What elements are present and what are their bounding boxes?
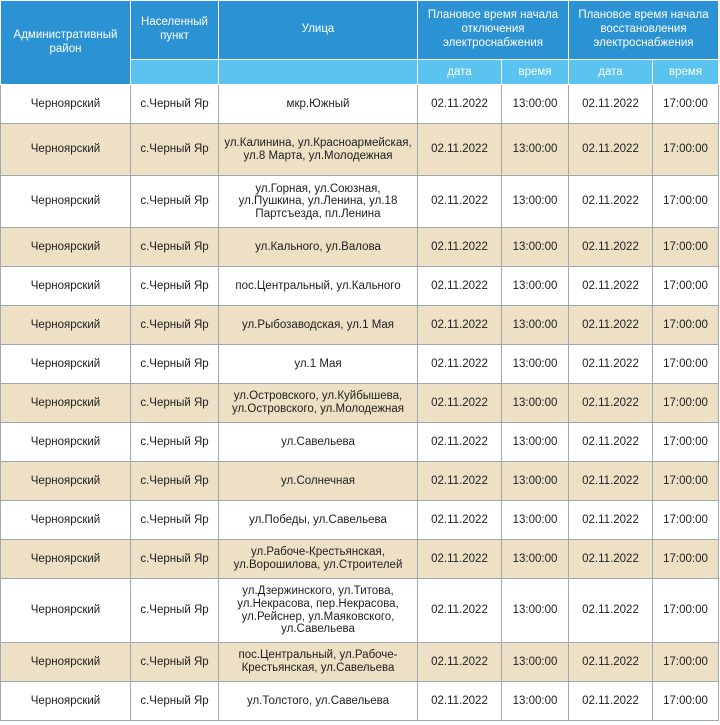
cell-start-date: 02.11.2022 xyxy=(418,267,502,306)
cell-restore-date: 02.11.2022 xyxy=(569,345,653,384)
table-row xyxy=(1,540,719,579)
subheader-start-date: дата xyxy=(418,60,502,85)
cell-street: ул.Солнечная xyxy=(219,462,418,501)
cell-start-time: 13:00:00 xyxy=(502,501,569,540)
table-row xyxy=(1,267,719,306)
cell-start-time: 13:00:00 xyxy=(502,540,569,579)
cell-restore-date: 02.11.2022 xyxy=(569,384,653,423)
table-row xyxy=(1,228,719,267)
cell-start-time: 13:00:00 xyxy=(502,579,569,643)
cell-street: ул.Горная, ул.Союзная, ул.Пушкина, ул.Ленина, ул.18 Партсъезда, пл.Ленина xyxy=(219,176,418,228)
cell-settlement: с.Черный Яр xyxy=(131,85,219,124)
cell-restore-time: 17:00:00 xyxy=(653,501,719,540)
cell-start-date: 02.11.2022 xyxy=(418,85,502,124)
cell-start-time: 13:00:00 xyxy=(502,85,569,124)
cell-restore-date: 02.11.2022 xyxy=(569,228,653,267)
cell-district: Черноярский xyxy=(1,462,131,501)
cell-restore-time: 17:00:00 xyxy=(653,682,719,721)
cell-start-time: 13:00:00 xyxy=(502,643,569,682)
cell-start-date: 02.11.2022 xyxy=(418,501,502,540)
cell-restore-time: 17:00:00 xyxy=(653,384,719,423)
cell-settlement: с.Черный Яр xyxy=(131,267,219,306)
header-outage-start: Плановое время начала отключения электроснабжения xyxy=(418,1,569,60)
subheader-start-time: время xyxy=(502,60,569,85)
cell-restore-time: 17:00:00 xyxy=(653,228,719,267)
cell-restore-time: 17:00:00 xyxy=(653,345,719,384)
cell-start-time: 13:00:00 xyxy=(502,384,569,423)
cell-restore-date: 02.11.2022 xyxy=(569,267,653,306)
cell-start-date: 02.11.2022 xyxy=(418,462,502,501)
cell-restore-date: 02.11.2022 xyxy=(569,682,653,721)
cell-district: Черноярский xyxy=(1,176,131,228)
cell-restore-date: 02.11.2022 xyxy=(569,423,653,462)
cell-start-date: 02.11.2022 xyxy=(418,228,502,267)
cell-street: ул.Островского, ул.Куйбышева, ул.Островского, ул.Молодежная xyxy=(219,384,418,423)
cell-street: ул.Кального, ул.Валова xyxy=(219,228,418,267)
cell-restore-time: 17:00:00 xyxy=(653,462,719,501)
cell-start-date: 02.11.2022 xyxy=(418,423,502,462)
cell-street: ул.Толстого, ул.Савельева xyxy=(219,682,418,721)
cell-settlement: с.Черный Яр xyxy=(131,384,219,423)
cell-settlement: с.Черный Яр xyxy=(131,643,219,682)
cell-start-time: 13:00:00 xyxy=(502,462,569,501)
cell-start-time: 13:00:00 xyxy=(502,176,569,228)
cell-settlement: с.Черный Яр xyxy=(131,540,219,579)
cell-settlement: с.Черный Яр xyxy=(131,124,219,176)
table-row xyxy=(1,345,719,384)
cell-start-time: 13:00:00 xyxy=(502,345,569,384)
cell-start-time: 13:00:00 xyxy=(502,306,569,345)
cell-settlement: с.Черный Яр xyxy=(131,462,219,501)
cell-settlement: с.Черный Яр xyxy=(131,345,219,384)
header-row xyxy=(1,1,719,60)
cell-start-date: 02.11.2022 xyxy=(418,643,502,682)
cell-settlement: с.Черный Яр xyxy=(131,423,219,462)
cell-settlement: с.Черный Яр xyxy=(131,306,219,345)
cell-restore-time: 17:00:00 xyxy=(653,306,719,345)
table-row xyxy=(1,501,719,540)
cell-restore-time: 17:00:00 xyxy=(653,643,719,682)
cell-settlement: с.Черный Яр xyxy=(131,501,219,540)
subheader-restore-time: время xyxy=(653,60,719,85)
cell-street: мкр.Южный xyxy=(219,85,418,124)
table-row xyxy=(1,643,719,682)
cell-street: ул.Дзержинского, ул.Титова, ул.Некрасова, пер.Некрасова, ул.Рейснер, ул.Маяковского, ул.Савельева xyxy=(219,579,418,643)
cell-restore-date: 02.11.2022 xyxy=(569,579,653,643)
header-settlement: Населенный пункт xyxy=(131,1,219,60)
cell-restore-date: 02.11.2022 xyxy=(569,643,653,682)
cell-start-date: 02.11.2022 xyxy=(418,579,502,643)
table-body xyxy=(1,85,719,721)
cell-street: ул.Рыбозаводская, ул.1 Мая xyxy=(219,306,418,345)
cell-restore-time: 17:00:00 xyxy=(653,85,719,124)
cell-district: Черноярский xyxy=(1,579,131,643)
cell-start-date: 02.11.2022 xyxy=(418,306,502,345)
table-row xyxy=(1,176,719,228)
cell-restore-date: 02.11.2022 xyxy=(569,176,653,228)
cell-restore-date: 02.11.2022 xyxy=(569,540,653,579)
cell-restore-date: 02.11.2022 xyxy=(569,124,653,176)
cell-street: ул.Савельева xyxy=(219,423,418,462)
cell-district: Черноярский xyxy=(1,85,131,124)
table-row xyxy=(1,423,719,462)
cell-restore-date: 02.11.2022 xyxy=(569,85,653,124)
cell-district: Черноярский xyxy=(1,306,131,345)
cell-start-time: 13:00:00 xyxy=(502,228,569,267)
table-row xyxy=(1,462,719,501)
table-row xyxy=(1,384,719,423)
cell-district: Черноярский xyxy=(1,345,131,384)
cell-district: Черноярский xyxy=(1,682,131,721)
cell-street: ул.Рабоче-Крестьянская, ул.Ворошилова, ул.Строителей xyxy=(219,540,418,579)
cell-start-time: 13:00:00 xyxy=(502,682,569,721)
cell-start-date: 02.11.2022 xyxy=(418,682,502,721)
table-row xyxy=(1,579,719,643)
cell-start-date: 02.11.2022 xyxy=(418,384,502,423)
cell-street: пос.Центральный, ул.Рабоче-Крестьянская, ул.Савельева xyxy=(219,643,418,682)
cell-district: Черноярский xyxy=(1,643,131,682)
cell-start-time: 13:00:00 xyxy=(502,423,569,462)
cell-start-date: 02.11.2022 xyxy=(418,124,502,176)
cell-start-date: 02.11.2022 xyxy=(418,345,502,384)
table-row xyxy=(1,682,719,721)
cell-district: Черноярский xyxy=(1,267,131,306)
cell-district: Черноярский xyxy=(1,423,131,462)
cell-start-date: 02.11.2022 xyxy=(418,176,502,228)
header-district: Административный район xyxy=(1,1,131,85)
cell-street: пос.Центральный, ул.Кального xyxy=(219,267,418,306)
cell-district: Черноярский xyxy=(1,124,131,176)
subheader-restore-date: дата xyxy=(569,60,653,85)
cell-district: Черноярский xyxy=(1,501,131,540)
table-row xyxy=(1,124,719,176)
cell-restore-time: 17:00:00 xyxy=(653,176,719,228)
cell-restore-time: 17:00:00 xyxy=(653,579,719,643)
header-street: Улица xyxy=(219,1,418,60)
cell-start-time: 13:00:00 xyxy=(502,267,569,306)
cell-restore-date: 02.11.2022 xyxy=(569,501,653,540)
cell-start-time: 13:00:00 xyxy=(502,124,569,176)
cell-street: ул.Калинина, ул.Красноармейская, ул.8 Марта, ул.Молодежная xyxy=(219,124,418,176)
cell-restore-time: 17:00:00 xyxy=(653,540,719,579)
subheader-settlement-blank xyxy=(131,60,219,85)
cell-restore-time: 17:00:00 xyxy=(653,267,719,306)
cell-settlement: с.Черный Яр xyxy=(131,579,219,643)
table-row xyxy=(1,306,719,345)
cell-district: Черноярский xyxy=(1,228,131,267)
cell-restore-time: 17:00:00 xyxy=(653,423,719,462)
cell-restore-time: 17:00:00 xyxy=(653,124,719,176)
cell-settlement: с.Черный Яр xyxy=(131,228,219,267)
cell-district: Черноярский xyxy=(1,384,131,423)
table-row xyxy=(1,85,719,124)
cell-district: Черноярский xyxy=(1,540,131,579)
cell-street: ул.Победы, ул.Савельева xyxy=(219,501,418,540)
header-power-restore: Плановое время начала восстановления электроснабжения xyxy=(569,1,719,60)
cell-restore-date: 02.11.2022 xyxy=(569,462,653,501)
cell-settlement: с.Черный Яр xyxy=(131,682,219,721)
cell-street: ул.1 Мая xyxy=(219,345,418,384)
cell-settlement: с.Черный Яр xyxy=(131,176,219,228)
cell-restore-date: 02.11.2022 xyxy=(569,306,653,345)
subheader-street-blank xyxy=(219,60,418,85)
cell-start-date: 02.11.2022 xyxy=(418,540,502,579)
